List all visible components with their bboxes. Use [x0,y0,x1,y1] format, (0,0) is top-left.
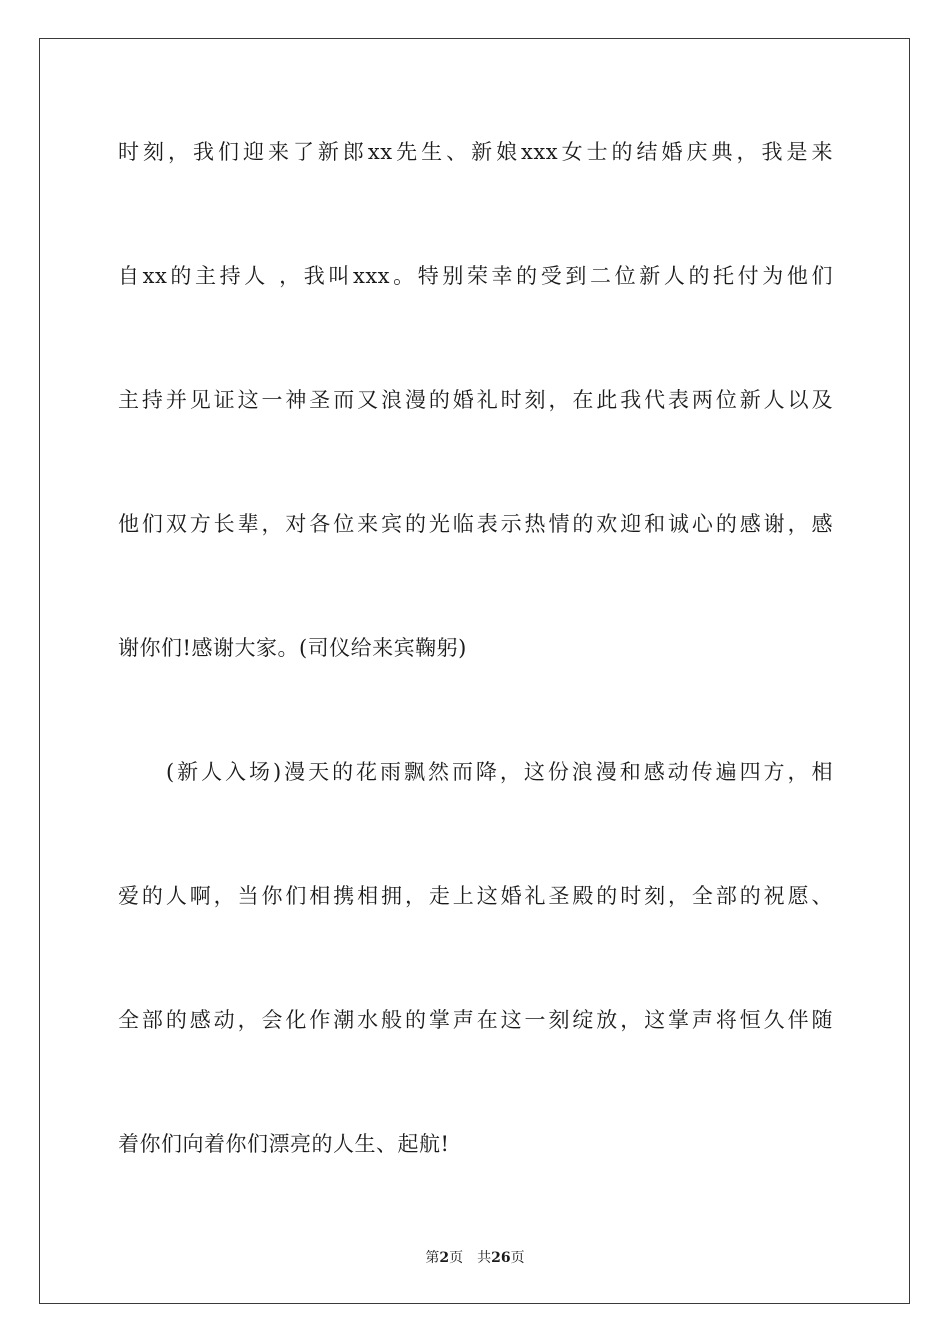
page-number: 2 [439,1250,450,1266]
text-line: 他们双方长辈，对各位来宾的光临表示热情的欢迎和诚心的感谢，感 [118,512,833,536]
text-line: (新人入场)漫天的花雨飘然而降，这份浪漫和感动传遍四方，相 [118,760,833,784]
page-border [39,38,910,1304]
text-line: 时刻，我们迎来了新郎xx先生、新娘xxx女士的结婚庆典，我是来 [118,140,833,164]
text-line: 主持并见证这一神圣而又浪漫的婚礼时刻，在此我代表两位新人以及 [118,388,833,412]
total-suffix: 页 [510,1250,525,1266]
text-line: 全部的感动，会化作潮水般的掌声在这一刻绽放，这掌声将恒久伴随 [118,1008,833,1032]
text-line: 着你们向着你们漂亮的人生、起航! [118,1132,450,1156]
page-prefix: 第 [425,1250,440,1266]
page-footer [0,1249,950,1267]
page-suffix: 页 [449,1250,464,1266]
total-prefix: 共 [477,1250,492,1266]
total-pages: 26 [491,1250,511,1266]
text-line: 自xx的主持人 ，我叫xxx。特别荣幸的受到二位新人的托付为他们 [118,264,833,288]
text-line: 爱的人啊，当你们相携相拥，走上这婚礼圣殿的时刻，全部的祝愿、 [118,884,833,908]
text-line: 谢你们!感谢大家。(司仪给来宾鞠躬) [118,636,467,660]
